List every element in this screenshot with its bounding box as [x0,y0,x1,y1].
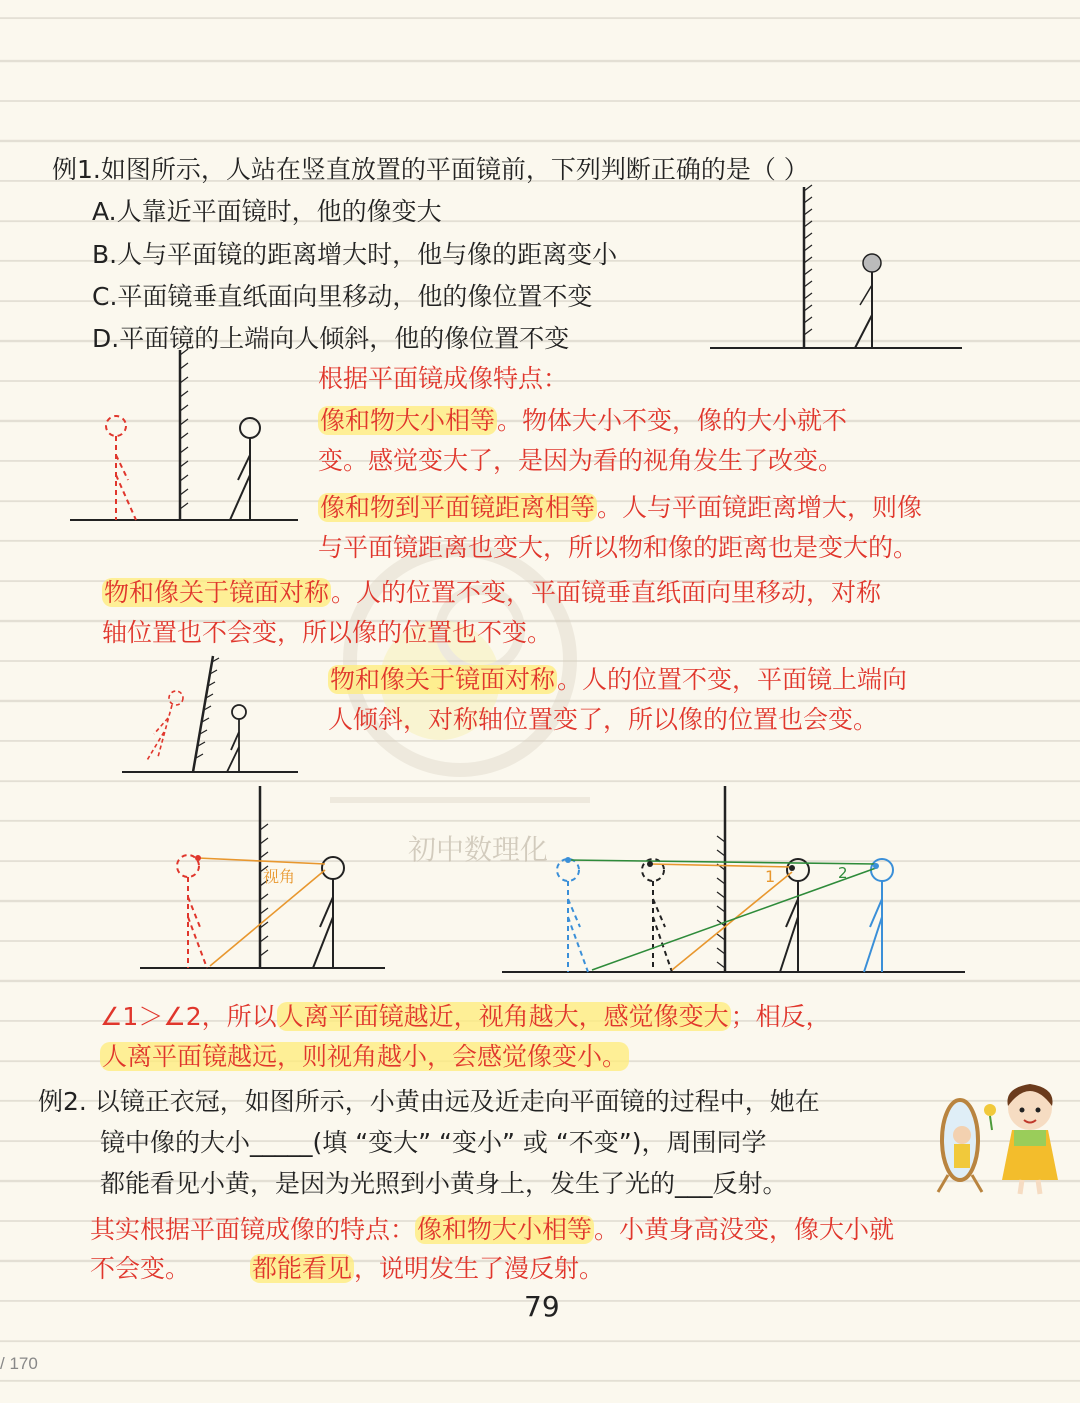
example2-answer2: 不会变。 都能看见，说明发生了漫反射。 [90,1254,605,1283]
point-b-line2: 与平面镜距离也变大，所以物和像的距离也是变大的。 [318,533,919,562]
option-b: B.人与平面镜的距离增大时，他与像的距离变小 [92,240,618,269]
point-a-line1: 像和物大小相等。物体大小不变，像的大小就不 [320,406,848,435]
figure-image-reflection [68,345,303,525]
option-a: A.人靠近平面镜时，他的像变大 [92,197,442,226]
figure-angle-comparison [500,782,970,977]
angle-2-label: 2 [838,864,848,882]
point-b-line1: 像和物到平面镜距离相等。人与平面镜距离增大，则像 [320,493,923,522]
figure-visual-angle [135,782,390,977]
option-c: C.平面镜垂直纸面向里移动，他的像位置不变 [92,282,593,311]
point-c-line1: 物和像关于镜面对称。人的位置不变，平面镜垂直纸面向里移动，对称 [104,578,882,607]
figure-tilted-mirror [118,652,303,777]
analysis-title: 根据平面镜成像特点： [318,364,569,393]
point-a-line2: 变。感觉变大了，是因为看的视角发生了改变。 [318,446,844,475]
watermark-text: 初中数理化 [408,833,549,866]
option-d: D.平面镜的上端向人倾斜，他的像位置不变 [92,324,570,353]
figure-mirror-person [700,185,970,355]
point-d-line1: 物和像关于镜面对称。人的位置不变，平面镜上端向 [330,665,908,694]
conclusion-line2: 人离平面镜越远，则视角越小，会感觉像变小。 [102,1042,628,1071]
point-d-line2: 人倾斜，对称轴位置变了，所以像的位置也会变。 [328,705,879,734]
example2-line3: 都能看见小黄，是因为光照到小黄身上，发生了光的___反射。 [100,1169,788,1198]
conclusion-line1: ∠1＞∠2，所以人离平面镜越近，视角越大，感觉像变大；相反， [100,1002,831,1031]
example1-question: 例1.如图所示，人站在竖直放置的平面镜前，下列判断正确的是（ ） [52,155,809,184]
example2-line2: 镜中像的大小_____(填 “变大” “变小” 或 “不变”)，周围同学 [100,1128,767,1157]
point-c-line2: 轴位置也不会变，所以像的位置也不变。 [102,618,553,647]
example2-answer1: 其实根据平面镜成像的特点：像和物大小相等。小黄身高没变，像大小就 [90,1215,895,1244]
girl-mirror-illustration [930,1080,1070,1195]
angle-1-label: 1 [765,867,776,886]
page-number: 79 [524,1290,560,1323]
visual-angle-label: 视角 [263,867,296,886]
example2-line1: 例2. 以镜正衣冠，如图所示，小黄由远及近走向平面镜的过程中，她在 [38,1087,820,1116]
page-counter: / 170 [0,1354,38,1373]
